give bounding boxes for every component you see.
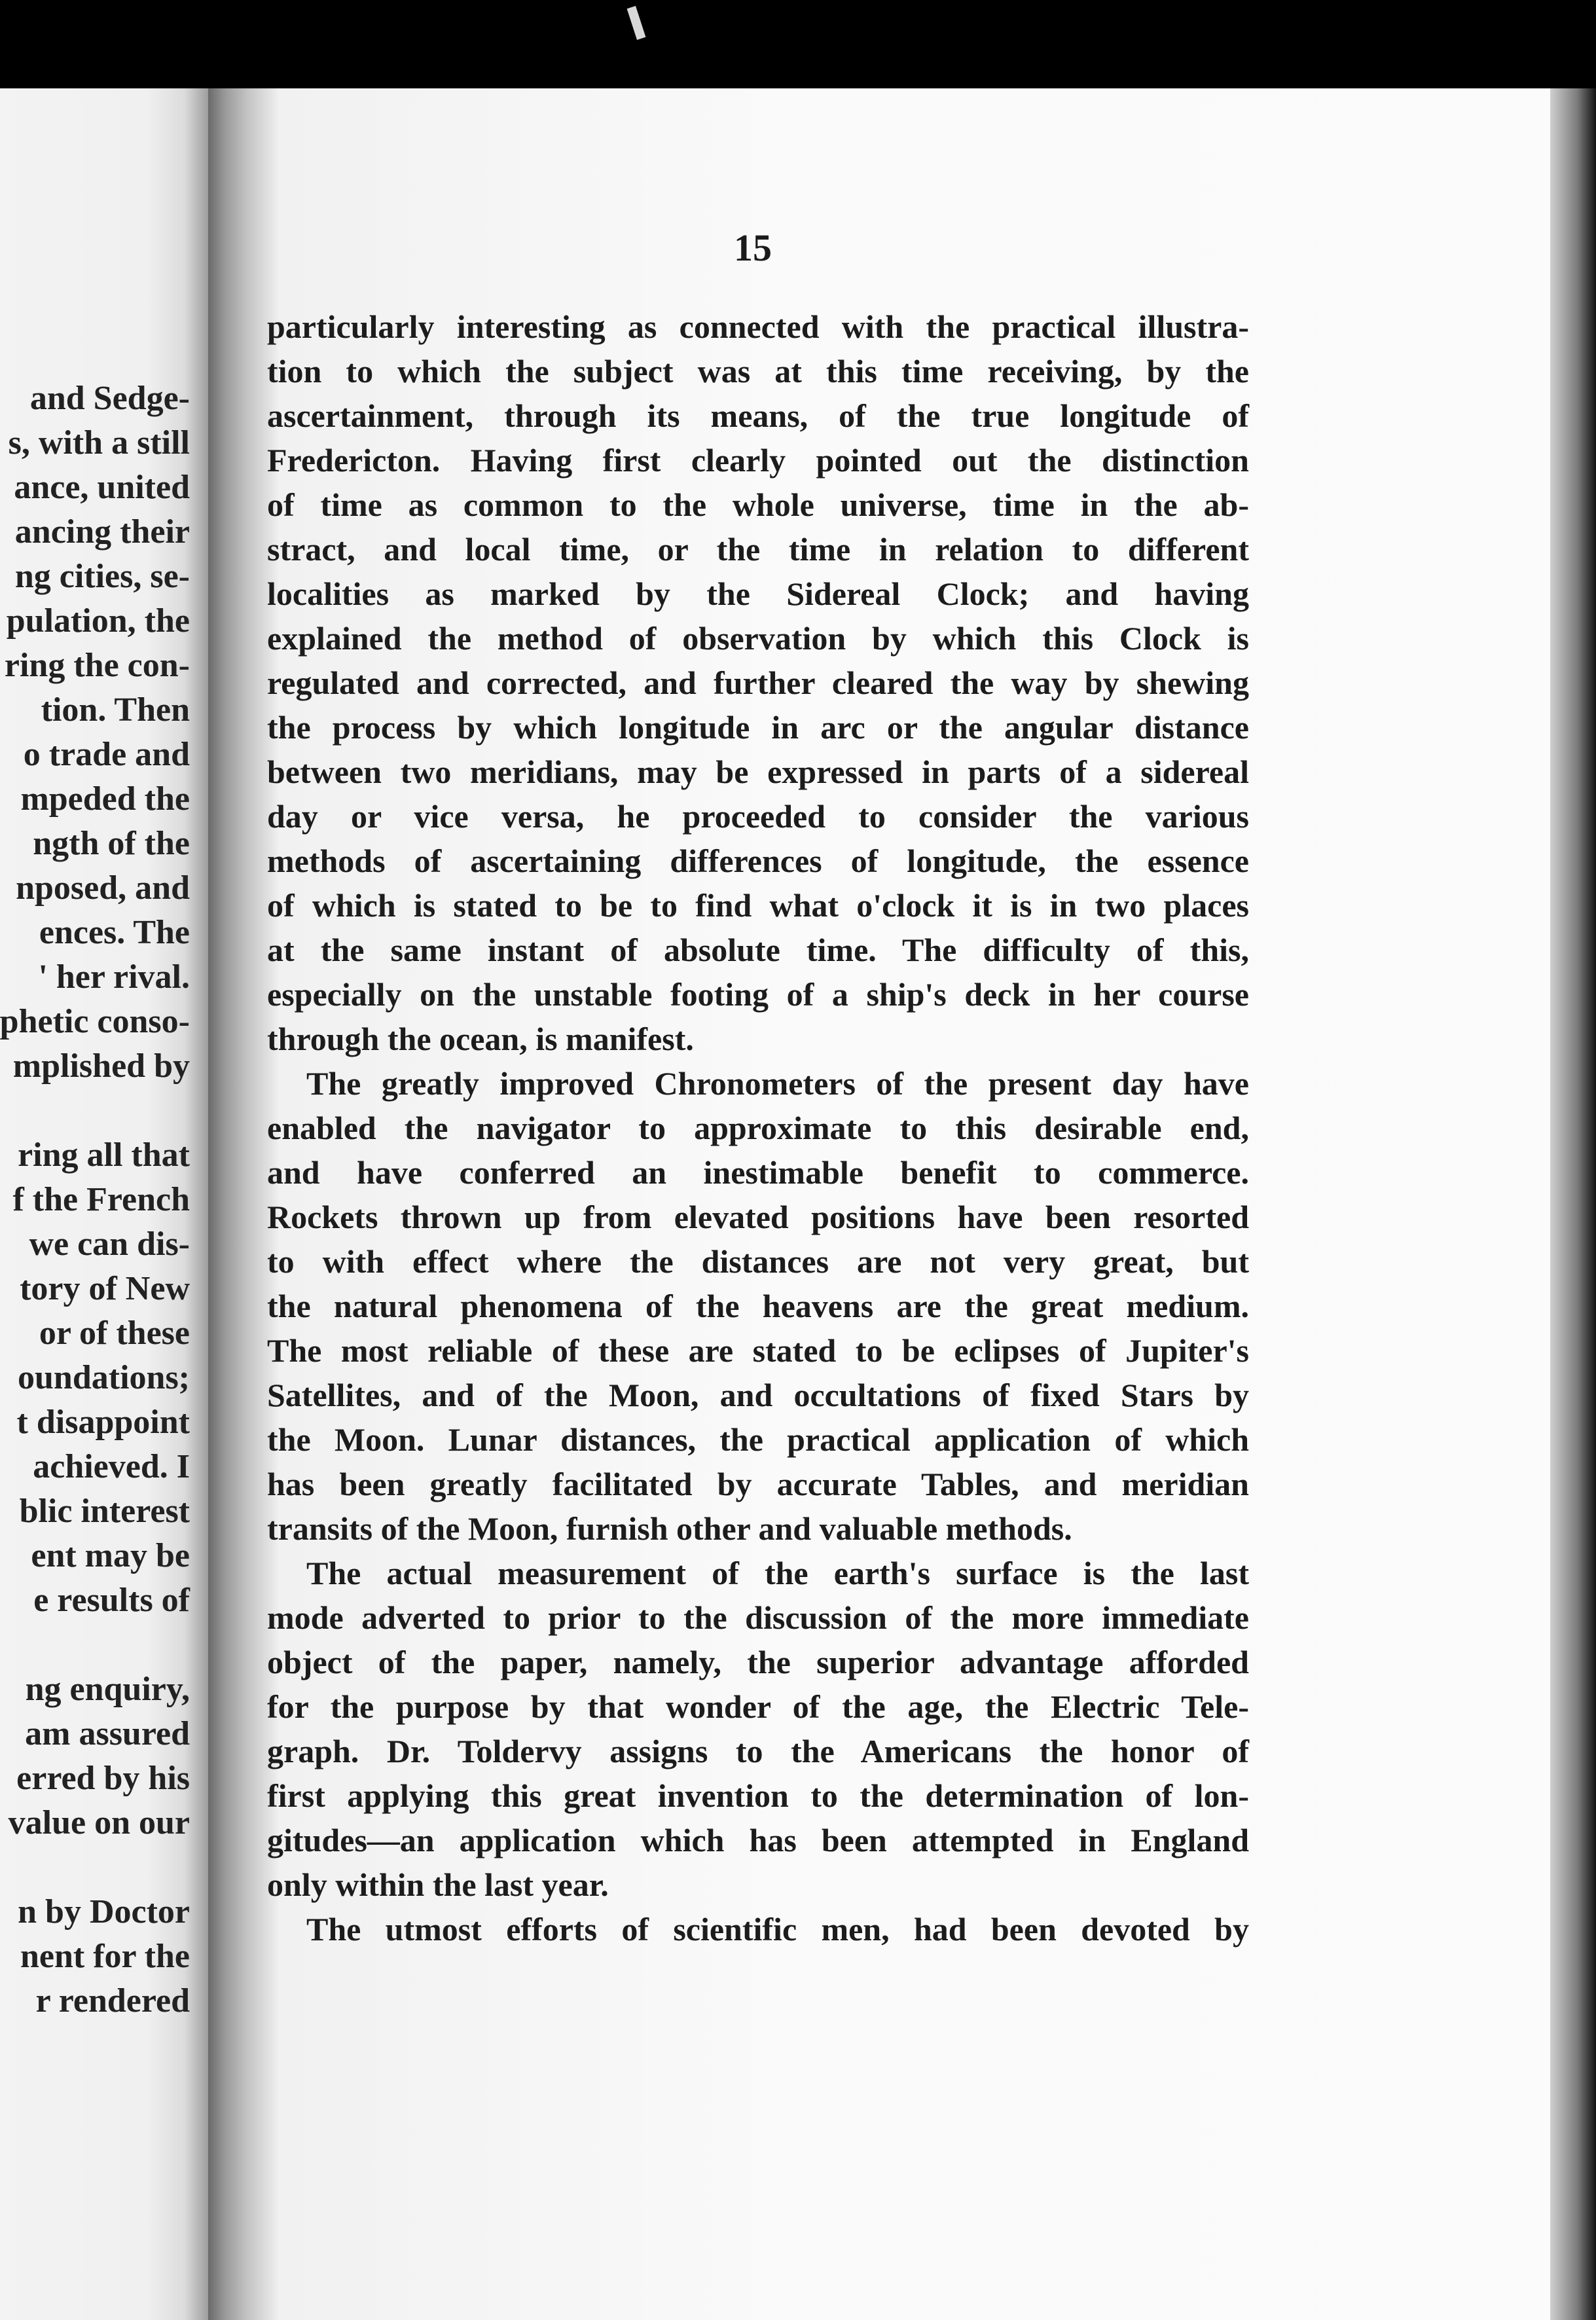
left-page-line: e results of [33,1582,190,1619]
left-page-line: erred by his [16,1760,190,1797]
text-line: to with effect where the distances are not very great, but [267,1243,1249,1280]
text-line: methods of ascertaining differences of longitude, the essence [267,843,1249,879]
page-edge-shadow [1550,88,1596,2320]
left-page-line [0,1089,190,1133]
text-line: transits of the Moon, furnish other and valuable methods. [267,1510,1072,1547]
left-page-line: ancing their [14,513,190,551]
text-line: regulated and corrected, and further cleared the way by shewing [267,664,1249,701]
text-line: of which is stated to be to find what o'clock it is in two places [267,887,1249,924]
left-page-line: phetic conso- [0,1003,190,1040]
text-line: The actual measurement of the earth's surface is the last [306,1555,1249,1591]
text-line: at the same instant of absolute time. The difficulty of this, [267,932,1249,968]
left-page-line: ' her rival. [38,958,190,996]
left-page-line: ent may be [31,1537,190,1574]
left-page-line: ring the con- [4,647,190,684]
paragraph-3 [267,1551,1249,1907]
text-line: stract, and local time, or the time in relation to different [267,531,1249,568]
left-page-line: pulation, the [6,602,190,640]
paragraph-1 [267,304,1249,1061]
left-page-line: ngth of the [33,825,190,862]
text-line: through the ocean, is manifest. [267,1021,694,1057]
text-line: gitudes—an application which has been attempted in England [267,1822,1249,1858]
text-line: of time as common to the whole universe, time in the ab- [267,486,1249,523]
left-page-line: tory of New [20,1270,190,1307]
text-line: only within the last year. [267,1866,609,1903]
text-line: The utmost efforts of scientific men, had been devoted by [306,1911,1249,1948]
left-page-line [0,1845,190,1890]
left-page-line: ring all that [18,1136,190,1174]
paragraph-4 [267,1907,1249,1951]
left-page-line: ng cities, se- [14,558,190,595]
text-line: the natural phenomena of the heavens are the great medium. [267,1288,1249,1324]
text-line: particularly interesting as connected with the practical illustra- [267,308,1249,345]
left-page-line: f the French [12,1181,190,1218]
text-line: mode adverted to prior to the discussion of the more immediate [267,1599,1249,1636]
scan-mark [627,6,646,40]
left-page-line: t disappoint [16,1404,190,1441]
text-line: localities as marked by the Sidereal Clock; and having [267,575,1249,612]
text-line: has been greatly facilitated by accurate Tables, and meridian [267,1466,1249,1502]
left-page-line: s, with a still [8,424,190,462]
text-line: and have conferred an inestimable benefit to commerce. [267,1154,1249,1191]
text-line: the Moon. Lunar distances, the practical application of which [267,1421,1249,1458]
left-page-line: mplished by [12,1047,190,1085]
text-line: enabled the navigator to approximate to this desirable end, [267,1110,1249,1146]
text-line: object of the paper, namely, the superior advantage afforded [267,1644,1249,1680]
text-line: the process by which longitude in arc or the angular distance [267,709,1249,746]
text-line: tion to which the subject was at this time receiving, by the [267,353,1249,390]
left-page-line: oundations; [18,1359,190,1396]
left-page-line: tion. Then [41,691,190,729]
left-page-line [0,1623,190,1667]
left-page-fragment [0,88,209,2320]
left-page-line: and Sedge- [29,380,190,417]
text-line: graph. Dr. Toldervy assigns to the Americans the honor of [267,1733,1249,1769]
left-page-line: we can dis- [29,1225,190,1263]
left-page-line: ance, united [14,469,190,506]
left-page-line: mpeded the [20,780,190,818]
left-page-line: value on our [8,1804,190,1841]
text-line: especially on the unstable footing of a ship's deck in her course [267,976,1249,1013]
left-page-line: or of these [39,1314,190,1352]
text-line: for the purpose by that wonder of the age, the Electric Tele- [267,1688,1249,1725]
text-line: between two meridians, may be expressed in parts of a sidereal [267,753,1249,790]
left-page-line: n by Doctor [18,1893,190,1930]
text-line: Rockets thrown up from elevated positions have been resorted [267,1199,1249,1235]
paragraph-2 [267,1061,1249,1551]
text-line: explained the method of observation by which this Clock is [267,620,1249,657]
text-line: The greatly improved Chronometers of the present day have [306,1065,1249,1102]
body-text [267,304,1249,1951]
left-page-line: r rendered [35,1982,190,2020]
text-line: Satellites, and of the Moon, and occultations of fixed Stars by [267,1377,1249,1413]
text-line: The most reliable of these are stated to be eclipses of Jupiter's [267,1332,1249,1369]
left-page-line: ences. The [39,914,190,951]
page-number: 15 [734,227,772,269]
text-line: day or vice versa, he proceeded to consider the various [267,798,1249,835]
text-line: first applying this great invention to the determination of lon- [267,1777,1249,1814]
left-page-text [0,376,190,2023]
left-page-line: ng enquiry, [25,1671,190,1708]
left-page-line: blic interest [19,1493,190,1530]
left-page-line: nposed, and [16,869,190,907]
text-line: ascertainment, through its means, of the true longitude of [267,397,1249,434]
left-page-line: o trade and [23,736,190,773]
left-page-line: am assured [25,1715,190,1752]
left-page-line: achieved. I [33,1448,190,1485]
left-page-line: nent for the [20,1938,190,1975]
text-line: Fredericton. Having first clearly pointed out the distinction [267,442,1249,479]
